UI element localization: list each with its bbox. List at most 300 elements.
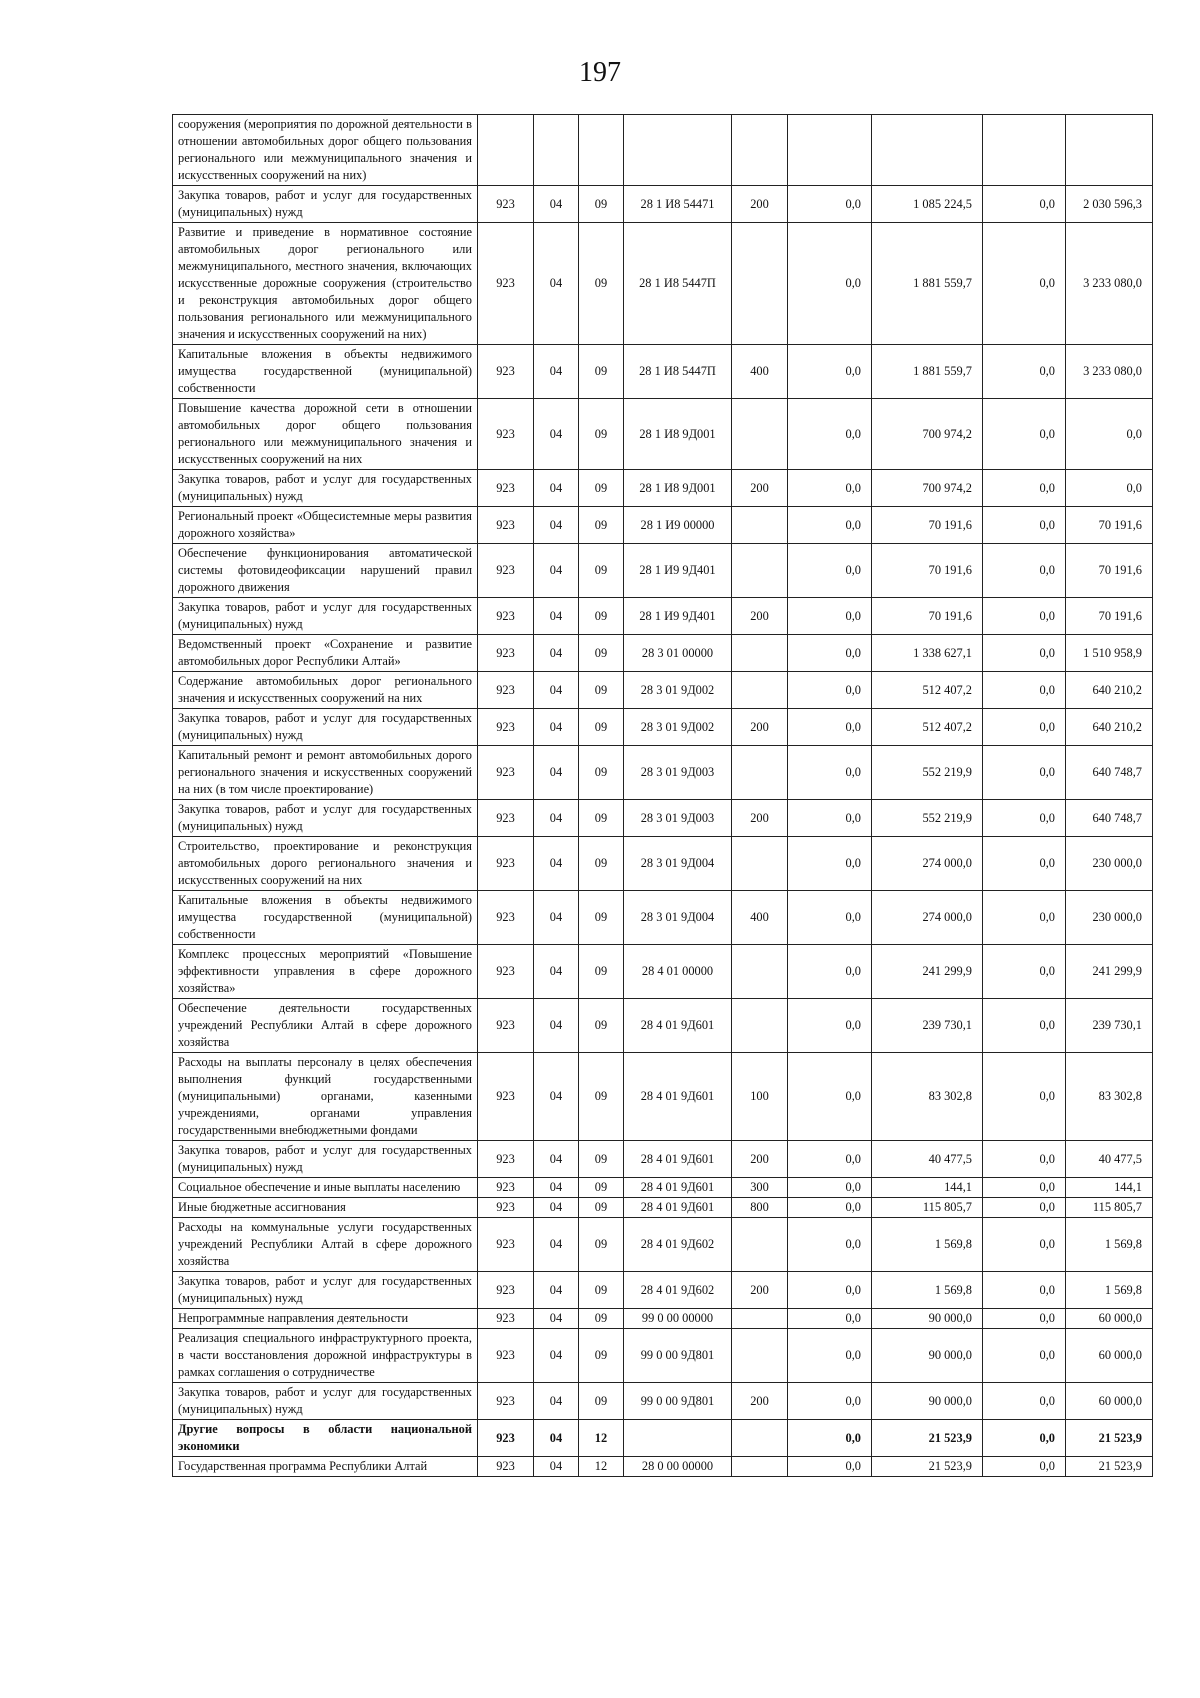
table-row <box>173 746 1153 800</box>
row-subsection-cell: 09 <box>579 746 624 800</box>
row-section-cell: 04 <box>534 1329 579 1383</box>
row-value-2-cell: 21 523,9 <box>872 1420 983 1457</box>
row-value-4-cell: 21 523,9 <box>1066 1457 1153 1477</box>
row-value-1-cell: 0,0 <box>788 945 872 999</box>
row-target-cell: 28 3 01 9Д004 <box>624 891 732 945</box>
row-value-2-cell: 90 000,0 <box>872 1309 983 1329</box>
row-value-2-cell: 512 407,2 <box>872 672 983 709</box>
row-section-cell: 04 <box>534 1053 579 1141</box>
row-value-1-cell: 0,0 <box>788 800 872 837</box>
row-section-cell: 04 <box>534 891 579 945</box>
row-subsection-cell: 09 <box>579 1053 624 1141</box>
table-row <box>173 709 1153 746</box>
row-subsection-cell: 09 <box>579 1272 624 1309</box>
table-row <box>173 598 1153 635</box>
row-value-1-cell <box>788 115 872 186</box>
table-row <box>173 891 1153 945</box>
row-target-cell: 28 3 01 9Д003 <box>624 746 732 800</box>
row-subsection-cell: 09 <box>579 598 624 635</box>
row-subsection-cell: 12 <box>579 1420 624 1457</box>
row-name-cell: Закупка товаров, работ и услуг для государственных (муниципальных) нужд <box>173 186 478 223</box>
row-target-cell: 99 0 00 9Д801 <box>624 1383 732 1420</box>
row-section-cell: 04 <box>534 800 579 837</box>
row-value-2-cell <box>872 115 983 186</box>
row-name-cell: Закупка товаров, работ и услуг для государственных (муниципальных) нужд <box>173 1272 478 1309</box>
row-section-cell: 04 <box>534 1198 579 1218</box>
row-vr-cell: 800 <box>732 1198 788 1218</box>
row-target-cell: 28 1 И8 5447П <box>624 223 732 345</box>
row-value-1-cell: 0,0 <box>788 544 872 598</box>
row-target-cell: 28 3 01 9Д002 <box>624 709 732 746</box>
row-value-3-cell: 0,0 <box>983 891 1066 945</box>
row-ministry-cell: 923 <box>478 1457 534 1477</box>
row-value-2-cell: 21 523,9 <box>872 1457 983 1477</box>
row-ministry-cell: 923 <box>478 470 534 507</box>
row-value-4-cell: 21 523,9 <box>1066 1420 1153 1457</box>
row-value-3-cell: 0,0 <box>983 399 1066 470</box>
row-subsection-cell: 09 <box>579 1383 624 1420</box>
row-ministry-cell: 923 <box>478 635 534 672</box>
row-value-1-cell: 0,0 <box>788 891 872 945</box>
row-subsection-cell: 09 <box>579 345 624 399</box>
row-name-cell: Реализация специального инфраструктурного проекта, в части восстановления дорожной инфраструктуры в рамках соглашения о сотрудничестве <box>173 1329 478 1383</box>
row-subsection-cell: 09 <box>579 470 624 507</box>
row-target-cell: 28 4 01 9Д601 <box>624 1198 732 1218</box>
row-value-4-cell: 3 233 080,0 <box>1066 223 1153 345</box>
row-ministry-cell: 923 <box>478 1383 534 1420</box>
row-value-3-cell: 0,0 <box>983 345 1066 399</box>
table-row <box>173 1218 1153 1272</box>
row-section-cell: 04 <box>534 1272 579 1309</box>
row-section-cell: 04 <box>534 1383 579 1420</box>
row-value-2-cell: 241 299,9 <box>872 945 983 999</box>
row-ministry-cell: 923 <box>478 1178 534 1198</box>
row-section-cell: 04 <box>534 470 579 507</box>
row-value-3-cell: 0,0 <box>983 1218 1066 1272</box>
row-value-4-cell: 60 000,0 <box>1066 1383 1153 1420</box>
row-value-3-cell: 0,0 <box>983 1198 1066 1218</box>
row-target-cell: 28 1 И8 5447П <box>624 345 732 399</box>
row-vr-cell <box>732 635 788 672</box>
row-subsection-cell: 09 <box>579 544 624 598</box>
table-row <box>173 999 1153 1053</box>
row-value-1-cell: 0,0 <box>788 186 872 223</box>
row-section-cell: 04 <box>534 598 579 635</box>
row-name-cell: Региональный проект «Общесистемные меры развития дорожного хозяйства» <box>173 507 478 544</box>
row-vr-cell: 400 <box>732 345 788 399</box>
row-value-4-cell: 640 210,2 <box>1066 672 1153 709</box>
row-value-3-cell <box>983 115 1066 186</box>
row-subsection-cell: 09 <box>579 1198 624 1218</box>
row-value-2-cell: 90 000,0 <box>872 1383 983 1420</box>
row-name-cell: Расходы на выплаты персоналу в целях обеспечения выполнения функций государственными (муниципальными) органами, казенными учреждениями, органами управления государственными внебюджетными фондами <box>173 1053 478 1141</box>
row-value-2-cell: 70 191,6 <box>872 507 983 544</box>
row-value-3-cell: 0,0 <box>983 837 1066 891</box>
row-value-4-cell: 70 191,6 <box>1066 598 1153 635</box>
row-ministry-cell: 923 <box>478 1329 534 1383</box>
row-name-cell: Государственная программа Республики Алтай <box>173 1457 478 1477</box>
row-ministry-cell: 923 <box>478 709 534 746</box>
row-ministry-cell: 923 <box>478 1141 534 1178</box>
table-row <box>173 1141 1153 1178</box>
row-value-2-cell: 90 000,0 <box>872 1329 983 1383</box>
row-section-cell: 04 <box>534 399 579 470</box>
table-row <box>173 800 1153 837</box>
row-ministry-cell: 923 <box>478 999 534 1053</box>
row-value-1-cell: 0,0 <box>788 746 872 800</box>
row-ministry-cell: 923 <box>478 672 534 709</box>
row-name-cell: Капитальный ремонт и ремонт автомобильных дорого регионального значения и искусственных сооружений на них (в том числе проектирование) <box>173 746 478 800</box>
row-value-1-cell: 0,0 <box>788 672 872 709</box>
table-row <box>173 945 1153 999</box>
row-value-2-cell: 70 191,6 <box>872 598 983 635</box>
row-value-4-cell: 0,0 <box>1066 399 1153 470</box>
row-value-4-cell: 239 730,1 <box>1066 999 1153 1053</box>
table-row <box>173 1420 1153 1457</box>
row-name-cell: Закупка товаров, работ и услуг для государственных (муниципальных) нужд <box>173 598 478 635</box>
table-row <box>173 507 1153 544</box>
row-value-1-cell: 0,0 <box>788 1457 872 1477</box>
row-name-cell: Расходы на коммунальные услуги государственных учреждений Республики Алтай в сфере дорожного хозяйства <box>173 1218 478 1272</box>
row-value-1-cell: 0,0 <box>788 345 872 399</box>
row-value-2-cell: 274 000,0 <box>872 837 983 891</box>
row-name-cell: Обеспечение деятельности государственных учреждений Республики Алтай в сфере дорожного хозяйства <box>173 999 478 1053</box>
row-value-2-cell: 70 191,6 <box>872 544 983 598</box>
table-row <box>173 1178 1153 1198</box>
row-value-2-cell: 274 000,0 <box>872 891 983 945</box>
row-vr-cell: 400 <box>732 891 788 945</box>
row-value-1-cell: 0,0 <box>788 1272 872 1309</box>
row-vr-cell: 200 <box>732 186 788 223</box>
row-section-cell: 04 <box>534 945 579 999</box>
row-value-1-cell: 0,0 <box>788 1309 872 1329</box>
row-vr-cell <box>732 507 788 544</box>
row-value-4-cell: 144,1 <box>1066 1178 1153 1198</box>
row-value-4-cell: 640 748,7 <box>1066 746 1153 800</box>
row-value-4-cell: 640 748,7 <box>1066 800 1153 837</box>
row-value-4-cell: 1 569,8 <box>1066 1272 1153 1309</box>
row-ministry-cell: 923 <box>478 345 534 399</box>
row-subsection-cell: 09 <box>579 672 624 709</box>
row-ministry-cell: 923 <box>478 1053 534 1141</box>
row-ministry-cell: 923 <box>478 945 534 999</box>
row-value-4-cell: 0,0 <box>1066 470 1153 507</box>
row-value-4-cell: 640 210,2 <box>1066 709 1153 746</box>
row-ministry-cell: 923 <box>478 399 534 470</box>
row-name-cell: Обеспечение функционирования автоматической системы фотовидеофиксации нарушений правил дорожного движения <box>173 544 478 598</box>
row-subsection-cell: 09 <box>579 507 624 544</box>
row-ministry-cell: 923 <box>478 186 534 223</box>
row-subsection-cell: 09 <box>579 945 624 999</box>
row-name-cell: Закупка товаров, работ и услуг для государственных (муниципальных) нужд <box>173 1141 478 1178</box>
row-vr-cell <box>732 1218 788 1272</box>
row-value-2-cell: 512 407,2 <box>872 709 983 746</box>
row-value-1-cell: 0,0 <box>788 1329 872 1383</box>
row-target-cell: 28 1 И9 9Д401 <box>624 544 732 598</box>
row-target-cell <box>624 1420 732 1457</box>
row-value-1-cell: 0,0 <box>788 1218 872 1272</box>
row-value-3-cell: 0,0 <box>983 223 1066 345</box>
table-row <box>173 1457 1153 1477</box>
row-ministry-cell: 923 <box>478 598 534 635</box>
row-target-cell: 28 3 01 9Д004 <box>624 837 732 891</box>
row-ministry-cell: 923 <box>478 507 534 544</box>
table-row <box>173 544 1153 598</box>
row-name-cell: Закупка товаров, работ и услуг для государственных (муниципальных) нужд <box>173 1383 478 1420</box>
row-value-3-cell: 0,0 <box>983 999 1066 1053</box>
row-ministry-cell: 923 <box>478 891 534 945</box>
row-vr-cell: 200 <box>732 1141 788 1178</box>
table-row <box>173 1053 1153 1141</box>
row-ministry-cell: 923 <box>478 223 534 345</box>
row-section-cell: 04 <box>534 746 579 800</box>
row-vr-cell: 300 <box>732 1178 788 1198</box>
row-value-4-cell: 2 030 596,3 <box>1066 186 1153 223</box>
row-value-3-cell: 0,0 <box>983 1178 1066 1198</box>
row-name-cell: сооружения (мероприятия по дорожной деятельности в отношении автомобильных дорог общего пользования регионального или межмуниципального значения и искусственных сооружений на них) <box>173 115 478 186</box>
row-ministry-cell: 923 <box>478 544 534 598</box>
row-value-2-cell: 1 881 559,7 <box>872 223 983 345</box>
row-section-cell: 04 <box>534 709 579 746</box>
row-value-4-cell: 1 510 958,9 <box>1066 635 1153 672</box>
row-vr-cell <box>732 999 788 1053</box>
row-vr-cell: 200 <box>732 598 788 635</box>
row-name-cell: Социальное обеспечение и иные выплаты населению <box>173 1178 478 1198</box>
row-target-cell: 28 3 01 9Д003 <box>624 800 732 837</box>
row-subsection-cell: 09 <box>579 1141 624 1178</box>
row-value-2-cell: 1 569,8 <box>872 1272 983 1309</box>
row-vr-cell <box>732 544 788 598</box>
row-value-2-cell: 40 477,5 <box>872 1141 983 1178</box>
row-value-1-cell: 0,0 <box>788 399 872 470</box>
row-target-cell: 28 4 01 9Д602 <box>624 1272 732 1309</box>
row-value-2-cell: 239 730,1 <box>872 999 983 1053</box>
row-section-cell: 04 <box>534 186 579 223</box>
row-value-2-cell: 700 974,2 <box>872 399 983 470</box>
row-target-cell: 28 0 00 00000 <box>624 1457 732 1477</box>
row-vr-cell <box>732 399 788 470</box>
row-value-4-cell: 230 000,0 <box>1066 891 1153 945</box>
row-name-cell: Другие вопросы в области национальной экономики <box>173 1420 478 1457</box>
table-row <box>173 635 1153 672</box>
row-subsection-cell: 09 <box>579 635 624 672</box>
row-value-2-cell: 1 085 224,5 <box>872 186 983 223</box>
row-ministry-cell: 923 <box>478 1420 534 1457</box>
row-value-2-cell: 1 881 559,7 <box>872 345 983 399</box>
row-value-4-cell <box>1066 115 1153 186</box>
table-row <box>173 1329 1153 1383</box>
row-section-cell: 04 <box>534 1309 579 1329</box>
row-value-3-cell: 0,0 <box>983 507 1066 544</box>
row-value-2-cell: 115 805,7 <box>872 1198 983 1218</box>
row-value-1-cell: 0,0 <box>788 999 872 1053</box>
row-ministry-cell: 923 <box>478 1198 534 1218</box>
row-section-cell: 04 <box>534 1420 579 1457</box>
row-name-cell: Ведомственный проект «Сохранение и развитие автомобильных дорог Республики Алтай» <box>173 635 478 672</box>
budget-table <box>172 114 1153 1477</box>
row-name-cell: Повышение качества дорожной сети в отношении автомобильных дорог общего пользования регионального или межмуниципального значения и искусственных сооружений на них <box>173 399 478 470</box>
row-vr-cell <box>732 1329 788 1383</box>
row-vr-cell: 200 <box>732 470 788 507</box>
row-vr-cell: 200 <box>732 1383 788 1420</box>
row-value-3-cell: 0,0 <box>983 1383 1066 1420</box>
row-value-1-cell: 0,0 <box>788 709 872 746</box>
row-target-cell: 28 1 И8 54471 <box>624 186 732 223</box>
row-target-cell <box>624 115 732 186</box>
row-target-cell: 28 1 И8 9Д001 <box>624 470 732 507</box>
table-row <box>173 1198 1153 1218</box>
row-name-cell: Развитие и приведение в нормативное состояние автомобильных дорог регионального или межмуниципального, местного значения, включающих искусственные дорожные сооружения (строительство и реконструкция автомобильных дорог общего пользования регионального или межмуниципального значения и искусственных сооружений на них) <box>173 223 478 345</box>
row-section-cell: 04 <box>534 635 579 672</box>
row-vr-cell: 200 <box>732 800 788 837</box>
row-name-cell: Капитальные вложения в объекты недвижимого имущества государственной (муниципальной) собственности <box>173 345 478 399</box>
row-value-3-cell: 0,0 <box>983 598 1066 635</box>
row-name-cell: Непрограммные направления деятельности <box>173 1309 478 1329</box>
row-value-3-cell: 0,0 <box>983 945 1066 999</box>
row-subsection-cell: 09 <box>579 1309 624 1329</box>
row-name-cell: Иные бюджетные ассигнования <box>173 1198 478 1218</box>
row-target-cell: 28 3 01 9Д002 <box>624 672 732 709</box>
page-number: 197 <box>579 57 621 88</box>
row-vr-cell <box>732 945 788 999</box>
row-section-cell <box>534 115 579 186</box>
row-subsection-cell: 09 <box>579 1178 624 1198</box>
row-target-cell: 99 0 00 9Д801 <box>624 1329 732 1383</box>
row-name-cell: Капитальные вложения в объекты недвижимого имущества государственной (муниципальной) собственности <box>173 891 478 945</box>
row-name-cell: Комплекс процессных мероприятий «Повышение эффективности управления в сфере дорожного хозяйства» <box>173 945 478 999</box>
row-target-cell: 28 4 01 9Д602 <box>624 1218 732 1272</box>
row-target-cell: 28 1 И9 00000 <box>624 507 732 544</box>
row-subsection-cell: 09 <box>579 223 624 345</box>
row-value-4-cell: 83 302,8 <box>1066 1053 1153 1141</box>
row-value-4-cell: 3 233 080,0 <box>1066 345 1153 399</box>
row-vr-cell <box>732 1457 788 1477</box>
row-section-cell: 04 <box>534 507 579 544</box>
row-target-cell: 28 4 01 00000 <box>624 945 732 999</box>
row-ministry-cell <box>478 115 534 186</box>
row-value-4-cell: 40 477,5 <box>1066 1141 1153 1178</box>
row-value-3-cell: 0,0 <box>983 1420 1066 1457</box>
row-target-cell: 28 4 01 9Д601 <box>624 1178 732 1198</box>
table-body <box>173 115 1153 1477</box>
row-ministry-cell: 923 <box>478 1309 534 1329</box>
row-value-1-cell: 0,0 <box>788 223 872 345</box>
row-value-1-cell: 0,0 <box>788 635 872 672</box>
row-subsection-cell <box>579 115 624 186</box>
row-value-1-cell: 0,0 <box>788 507 872 544</box>
row-target-cell: 28 1 И9 9Д401 <box>624 598 732 635</box>
table-row <box>173 1309 1153 1329</box>
row-value-2-cell: 552 219,9 <box>872 746 983 800</box>
row-value-4-cell: 1 569,8 <box>1066 1218 1153 1272</box>
row-value-2-cell: 83 302,8 <box>872 1053 983 1141</box>
row-subsection-cell: 09 <box>579 709 624 746</box>
row-section-cell: 04 <box>534 1178 579 1198</box>
row-target-cell: 28 4 01 9Д601 <box>624 999 732 1053</box>
row-vr-cell <box>732 115 788 186</box>
row-section-cell: 04 <box>534 1141 579 1178</box>
row-value-3-cell: 0,0 <box>983 470 1066 507</box>
row-value-4-cell: 60 000,0 <box>1066 1329 1153 1383</box>
table-row <box>173 1383 1153 1420</box>
row-vr-cell <box>732 1309 788 1329</box>
table-row <box>173 470 1153 507</box>
row-vr-cell: 100 <box>732 1053 788 1141</box>
row-value-4-cell: 60 000,0 <box>1066 1309 1153 1329</box>
row-subsection-cell: 09 <box>579 837 624 891</box>
row-subsection-cell: 09 <box>579 800 624 837</box>
row-target-cell: 28 4 01 9Д601 <box>624 1141 732 1178</box>
row-ministry-cell: 923 <box>478 1218 534 1272</box>
row-target-cell: 99 0 00 00000 <box>624 1309 732 1329</box>
row-section-cell: 04 <box>534 345 579 399</box>
row-ministry-cell: 923 <box>478 837 534 891</box>
row-vr-cell <box>732 746 788 800</box>
row-vr-cell <box>732 223 788 345</box>
row-target-cell: 28 3 01 00000 <box>624 635 732 672</box>
row-name-cell: Закупка товаров, работ и услуг для государственных (муниципальных) нужд <box>173 709 478 746</box>
table-row <box>173 345 1153 399</box>
row-ministry-cell: 923 <box>478 800 534 837</box>
row-value-1-cell: 0,0 <box>788 1198 872 1218</box>
row-value-1-cell: 0,0 <box>788 470 872 507</box>
table-row <box>173 223 1153 345</box>
row-value-3-cell: 0,0 <box>983 1272 1066 1309</box>
row-subsection-cell: 09 <box>579 1329 624 1383</box>
row-value-2-cell: 144,1 <box>872 1178 983 1198</box>
row-vr-cell <box>732 672 788 709</box>
row-value-4-cell: 115 805,7 <box>1066 1198 1153 1218</box>
table-row <box>173 115 1153 186</box>
row-section-cell: 04 <box>534 672 579 709</box>
row-section-cell: 04 <box>534 837 579 891</box>
row-value-2-cell: 1 569,8 <box>872 1218 983 1272</box>
row-value-3-cell: 0,0 <box>983 800 1066 837</box>
row-name-cell: Содержание автомобильных дорог регионального значения и искусственных сооружений на них <box>173 672 478 709</box>
row-value-3-cell: 0,0 <box>983 709 1066 746</box>
table-row <box>173 672 1153 709</box>
row-value-1-cell: 0,0 <box>788 837 872 891</box>
row-value-3-cell: 0,0 <box>983 1053 1066 1141</box>
table-row <box>173 837 1153 891</box>
row-section-cell: 04 <box>534 1457 579 1477</box>
table-row <box>173 399 1153 470</box>
table-row <box>173 186 1153 223</box>
row-value-1-cell: 0,0 <box>788 1420 872 1457</box>
row-vr-cell: 200 <box>732 709 788 746</box>
row-value-2-cell: 700 974,2 <box>872 470 983 507</box>
row-value-4-cell: 70 191,6 <box>1066 544 1153 598</box>
row-value-1-cell: 0,0 <box>788 1178 872 1198</box>
row-value-2-cell: 552 219,9 <box>872 800 983 837</box>
row-vr-cell <box>732 837 788 891</box>
row-value-3-cell: 0,0 <box>983 672 1066 709</box>
row-value-3-cell: 0,0 <box>983 746 1066 800</box>
row-subsection-cell: 09 <box>579 999 624 1053</box>
row-value-1-cell: 0,0 <box>788 1053 872 1141</box>
row-value-1-cell: 0,0 <box>788 1141 872 1178</box>
row-vr-cell: 200 <box>732 1272 788 1309</box>
row-value-1-cell: 0,0 <box>788 1383 872 1420</box>
table-row <box>173 1272 1153 1309</box>
row-vr-cell <box>732 1420 788 1457</box>
row-value-3-cell: 0,0 <box>983 544 1066 598</box>
row-section-cell: 04 <box>534 223 579 345</box>
row-target-cell: 28 4 01 9Д601 <box>624 1053 732 1141</box>
row-ministry-cell: 923 <box>478 1272 534 1309</box>
row-value-2-cell: 1 338 627,1 <box>872 635 983 672</box>
row-value-3-cell: 0,0 <box>983 1457 1066 1477</box>
